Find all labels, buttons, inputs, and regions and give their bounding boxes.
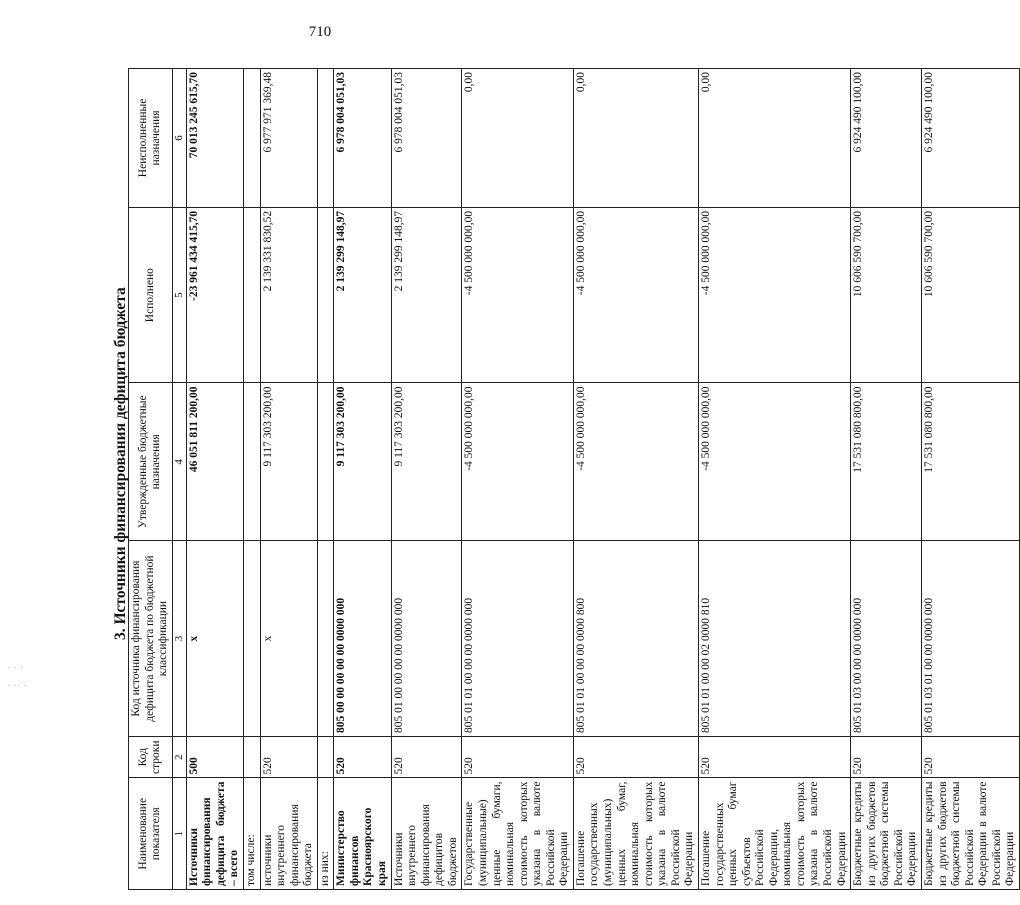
indicator-cell: Погашение государственных ценных бумаг субъектов Российской Федерации, номинальная стоимость которых указана в валюте Российской Федерации (698, 778, 850, 890)
executed-cell (317, 207, 334, 383)
row-code-cell: 520 (391, 736, 462, 778)
unexecuted-cell: 70 013 245 615,70 (186, 69, 243, 208)
column-number: 3 (172, 541, 186, 737)
executed-cell: -23 961 434 415,70 (186, 207, 243, 383)
source-code-cell: 805 00 00 00 00 00 0000 000 (334, 541, 391, 737)
indicator-cell: том числе: (243, 778, 260, 890)
header-source-code: Код источника финансирования дефицита бюджета по бюджетной классификации (129, 541, 173, 737)
row-code-cell (317, 736, 334, 778)
source-code-cell: x (186, 541, 243, 737)
approved-cell: 17 531 080 800,00 (851, 383, 922, 541)
page-number: 710 (308, 24, 332, 40)
row-code-cell: 520 (698, 736, 850, 778)
table-row (851, 69, 922, 890)
financing-sources-table (128, 68, 1020, 890)
table-row (921, 69, 1019, 890)
executed-cell: -4 500 000 000,00 (573, 207, 698, 383)
table-row (462, 69, 574, 890)
indicator-cell: Источники внутреннего финансирования дефицитов бюджетов (391, 778, 462, 890)
unexecuted-cell: 6 977 971 369,48 (260, 69, 317, 208)
column-number-row (172, 69, 186, 890)
header-approved: Утвержденные бюджетные назначения (129, 383, 173, 541)
table-row (317, 69, 334, 890)
approved-cell: 9 117 303 200,00 (334, 383, 391, 541)
approved-cell (317, 383, 334, 541)
approved-cell: 9 117 303 200,00 (391, 383, 462, 541)
source-code-cell (243, 541, 260, 737)
column-number: 6 (172, 69, 186, 208)
indicator-cell: Бюджетные кредиты из других бюджетов бюджетной системы Российской Федерации в валюте Российской Федерации (921, 778, 1019, 890)
row-code-cell: 520 (851, 736, 922, 778)
header-row-code: Код строки (129, 736, 173, 778)
unexecuted-cell (243, 69, 260, 208)
table-row (186, 69, 243, 890)
unexecuted-cell: 0,00 (573, 69, 698, 208)
executed-cell: 10 606 590 700,00 (851, 207, 922, 383)
row-code-cell: 520 (462, 736, 574, 778)
row-code-cell (243, 736, 260, 778)
table-row (334, 69, 391, 890)
header-unexecuted: Неисполненные назначения (129, 69, 173, 208)
executed-cell: -4 500 000 000,00 (698, 207, 850, 383)
table-row (260, 69, 317, 890)
indicator-cell: Государственные (муниципальные) ценные бумаги, номинальная стоимость которых указана в валюте Российской Федерации (462, 778, 574, 890)
source-code-cell: 805 01 03 00 00 00 0000 000 (851, 541, 922, 737)
unexecuted-cell: 6 978 004 051,03 (334, 69, 391, 208)
executed-cell: -4 500 000 000,00 (462, 207, 574, 383)
unexecuted-cell: 6 978 004 051,03 (391, 69, 462, 208)
table-body (186, 69, 1019, 890)
table-row (573, 69, 698, 890)
approved-cell: 46 051 811 200,00 (186, 383, 243, 541)
source-code-cell: 805 01 01 00 00 00 0000 000 (462, 541, 574, 737)
row-code-cell: 520 (334, 736, 391, 778)
approved-cell: -4 500 000 000,00 (462, 383, 574, 541)
indicator-cell: Министерство финансов Красноярского края (334, 778, 391, 890)
approved-cell: -4 500 000 000,00 (698, 383, 850, 541)
executed-cell: 2 139 331 830,52 (260, 207, 317, 383)
indicator-cell: источники внутреннего финансирования бюджета (260, 778, 317, 890)
indicator-cell: из них: (317, 778, 334, 890)
source-code-cell: x (260, 541, 317, 737)
approved-cell: -4 500 000 000,00 (573, 383, 698, 541)
column-number: 5 (172, 207, 186, 383)
source-code-cell (317, 541, 334, 737)
row-code-cell: 520 (573, 736, 698, 778)
header-indicator: Наименование показателя (129, 778, 173, 890)
scan-mark: · ·· · (8, 682, 27, 690)
table-row (698, 69, 850, 890)
unexecuted-cell: 6 924 490 100,00 (851, 69, 922, 208)
approved-cell: 17 531 080 800,00 (921, 383, 1019, 541)
header-executed: Исполнено (129, 207, 173, 383)
unexecuted-cell: 0,00 (462, 69, 574, 208)
unexecuted-cell: 6 924 490 100,00 (921, 69, 1019, 208)
column-number: 1 (172, 778, 186, 890)
executed-cell: 2 139 299 148,97 (334, 207, 391, 383)
indicator-cell: Погашение государственных (муниципальных) ценных бумаг, номинальная стоимость которых указана в валюте Российской Федерации (573, 778, 698, 890)
indicator-cell: Источники финансирования дефицита бюджета – всего (186, 778, 243, 890)
column-number: 2 (172, 736, 186, 778)
executed-cell: 2 139 299 148,97 (391, 207, 462, 383)
unexecuted-cell: 0,00 (698, 69, 850, 208)
column-number: 4 (172, 383, 186, 541)
row-code-cell: 500 (186, 736, 243, 778)
source-code-cell: 805 01 00 00 00 00 0000 000 (391, 541, 462, 737)
table-header-row (129, 69, 173, 890)
row-code-cell: 520 (921, 736, 1019, 778)
executed-cell (243, 207, 260, 383)
scan-mark: · · · (8, 664, 24, 672)
source-code-cell: 805 01 03 01 00 00 0000 000 (921, 541, 1019, 737)
indicator-cell: Бюджетные кредиты из других бюджетов бюджетной системы Российской Федерации (851, 778, 922, 890)
approved-cell (243, 383, 260, 541)
source-code-cell: 805 01 01 00 00 00 0000 800 (573, 541, 698, 737)
table-row (391, 69, 462, 890)
unexecuted-cell (317, 69, 334, 208)
rotated-table-container (128, 68, 1017, 890)
source-code-cell: 805 01 01 00 00 02 0000 810 (698, 541, 850, 737)
approved-cell: 9 117 303 200,00 (260, 383, 317, 541)
table-row (243, 69, 260, 890)
row-code-cell: 520 (260, 736, 317, 778)
executed-cell: 10 606 590 700,00 (921, 207, 1019, 383)
section-title: 3. Источники финансирования дефицита бюджета (112, 287, 129, 640)
